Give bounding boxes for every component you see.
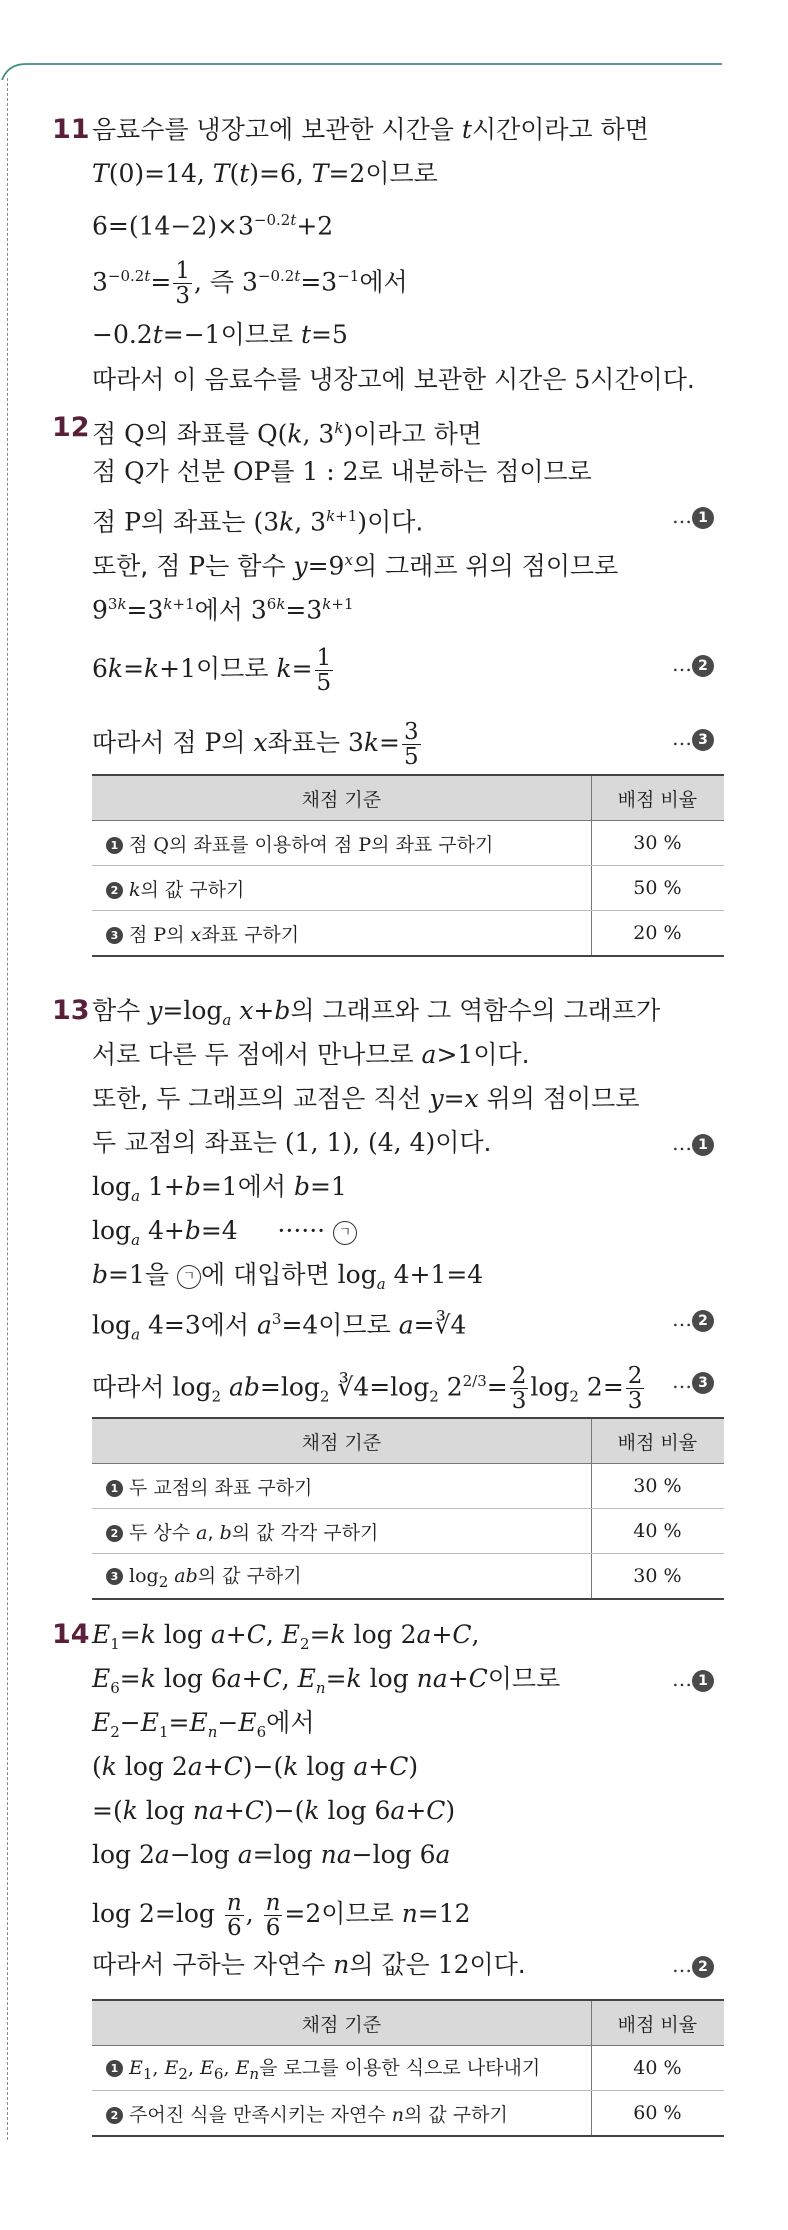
- solution-line: (k log 2a+C)−(k log a+C): [92, 1752, 419, 1781]
- step-marker: … 3: [672, 720, 714, 756]
- solution-line: =(k log na+C)−(k log 6a+C): [92, 1796, 456, 1825]
- rubric-header-criteria: 채점 기준: [92, 1418, 591, 1464]
- rubric-ratio: 30 %: [591, 1554, 724, 1600]
- solution-line: 두 교점의 좌표는 (1, 1), (4, 4)이다.: [92, 1128, 492, 1157]
- solution-line: $3^{-0.2t}=$ $\frac{1}{3}$ , 즉 $3^{-0.2t}=3^{-1}$에서: [92, 258, 408, 310]
- solution-line: 따라서 점 P의 x좌표는 3k= $\frac{3}{5}$: [92, 719, 419, 770]
- rubric-header-ratio: 배점 비율: [591, 2000, 724, 2046]
- solution-line: 점 Q의 좌표를 Q(k, 3$^k$)이라고 하면: [92, 419, 482, 449]
- solution-line: 또한, 점 P는 함수 $y=9^x$의 그래프 위의 점이므로: [92, 551, 619, 581]
- solution-line: 점 Q가 선분 OP를 1 : 2로 내분하는 점이므로: [92, 457, 592, 486]
- solution-line: 음료수를 냉장고에 보관한 시간을 t시간이라고 하면: [92, 115, 649, 144]
- problem-number: 14: [52, 1619, 90, 1650]
- solution-line: $6=(14-2)\times 3^{-0.2t}+2$: [92, 211, 334, 241]
- solution-line: $E_1=k$ log a+C, $E_2=k$ log 2a+C,: [92, 1620, 480, 1653]
- solution-line: T(0)=14, T(t)=6, T=2이므로: [92, 159, 438, 188]
- grading-rubric-table: [92, 1417, 724, 1600]
- solution-line: 함수 $y=\log_a$ x+b의 그래프와 그 역함수의 그래프가: [92, 996, 661, 1029]
- fraction: $\frac{2}{3}$: [511, 1363, 527, 1415]
- solution-line: 또한, 두 그래프의 교점은 직선 y=x 위의 점이므로: [92, 1084, 640, 1113]
- rubric-header-criteria: 채점 기준: [92, 2000, 591, 2046]
- solution-line: 따라서 $\log_2 ab=\log_2$ $∛4=\log_2$ $2^{2/3}=$ $\frac{2}{3}$ $\log_2 2=$ $\frac{2}{3}$: [92, 1363, 643, 1415]
- solution-line: $\log_a 4+b=4$ ······ ㄱ: [92, 1213, 357, 1258]
- step-marker: … 2: [672, 646, 714, 682]
- rubric-ratio: 30 %: [591, 1464, 724, 1509]
- step-marker: … 3: [672, 1363, 714, 1399]
- step-marker: … 1: [672, 1661, 714, 1697]
- fraction: $\frac{2}{3}$: [627, 1363, 643, 1415]
- grading-rubric-table: [92, 1999, 724, 2137]
- top-border-curve: [0, 0, 788, 80]
- rubric-row: 3 $\log_2$ ab의 값 구하기 30 %: [92, 1554, 724, 1600]
- solution-line: 6k=k+1이므로 k= $\frac{1}{5}$: [92, 645, 332, 696]
- rubric-header-ratio: 배점 비율: [591, 1418, 724, 1464]
- step-marker: … 1: [672, 498, 714, 534]
- solution-line: b=1을 ㄱ 에 대입하면 $\log_a 4+1=4$: [92, 1260, 484, 1293]
- problem-number: 13: [52, 995, 90, 1026]
- solution-line: log 2=log $\frac{n}{6}$ , $\frac{n}{6}$ =2이므로 n=12: [92, 1890, 471, 1941]
- rubric-row: 2 두 상수 a, b의 값 각각 구하기 40 %: [92, 1509, 724, 1554]
- rubric-row: 1 두 교점의 좌표 구하기 30 %: [92, 1464, 724, 1509]
- fraction: $\frac{1}{5}$: [316, 645, 332, 696]
- solution-line: 따라서 구하는 자연수 n의 값은 12이다.: [92, 1950, 526, 1979]
- solution-line: 따라서 이 음료수를 냉장고에 보관한 시간은 5시간이다.: [92, 365, 695, 394]
- rubric-ratio: 60 %: [591, 2091, 724, 2137]
- rubric-row: 1 점 Q의 좌표를 이용하여 점 P의 좌표 구하기 30 %: [92, 821, 724, 866]
- solution-line: −0.2t=−1이므로 t=5: [92, 320, 348, 349]
- rubric-ratio: 50 %: [591, 866, 724, 911]
- fraction: $\frac{n}{6}$: [265, 1890, 281, 1941]
- fraction: $\frac{3}{5}$: [403, 719, 419, 770]
- problem-number: 12: [52, 412, 90, 443]
- rubric-ratio: 20 %: [591, 911, 724, 957]
- step-marker: … 2: [672, 1301, 714, 1337]
- solution-line: $E_2-E_1=E_n-E_6$에서: [92, 1708, 315, 1741]
- step-marker: … 2: [672, 1947, 714, 1983]
- margin-dashed-line: [7, 78, 8, 2140]
- solution-line: $9^{3k}=3^{k+1}$에서 $3^{6k}=3^{k+1}$: [92, 595, 354, 625]
- rubric-row: 1 $E_1$, $E_2$, $E_6$, $E_n$을 로그를 이용한 식으로 나타내기 40 %: [92, 2046, 724, 2091]
- rubric-header-ratio: 배점 비율: [591, 775, 724, 821]
- rubric-row: 2 k의 값 구하기 50 %: [92, 866, 724, 911]
- problem-number: 11: [52, 114, 90, 145]
- rubric-criterion: 두 교점의 좌표 구하기: [129, 1476, 313, 1499]
- step-marker: … 1: [672, 1125, 714, 1161]
- rubric-ratio: 40 %: [591, 1509, 724, 1554]
- solution-line: $E_6=k$ log 6a+C, $E_n=k$ log na+C이므로: [92, 1664, 561, 1697]
- solution-line: $\log_a 4=3$에서 $a^3=4$이므로 a=∛4: [92, 1310, 467, 1344]
- rubric-row: 3 점 P의 x좌표 구하기 20 %: [92, 911, 724, 957]
- solution-line: 서로 다른 두 점에서 만나므로 a>1이다.: [92, 1040, 530, 1069]
- fraction: $\frac{1}{3}$: [175, 258, 190, 310]
- solution-line: $\log_a 1+b=1$에서 b=1: [92, 1172, 347, 1205]
- solution-line: log 2a−log a=log na−log 6a: [92, 1840, 451, 1869]
- rubric-row: 2 주어진 식을 만족시키는 자연수 n의 값 구하기 60 %: [92, 2091, 724, 2137]
- solution-line: 점 P의 좌표는 (3k, $3^{k+1}$)이다.: [92, 507, 424, 537]
- rubric-header-criteria: 채점 기준: [92, 775, 591, 821]
- rubric-ratio: 30 %: [591, 821, 724, 866]
- rubric-ratio: 40 %: [591, 2046, 724, 2091]
- fraction: $\frac{n}{6}$: [226, 1890, 242, 1941]
- grading-rubric-table: [92, 774, 724, 957]
